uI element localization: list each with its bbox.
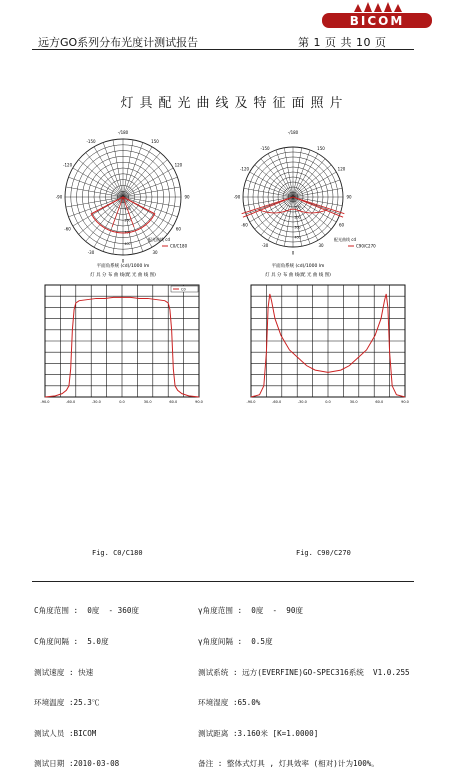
footer-line: 备注 : 整体式灯具 , 灯具效率 (相对)计为100%。 xyxy=(198,759,379,769)
footer-line: 测试人员 :BICOM xyxy=(34,728,97,738)
polar-ring-label: 400 xyxy=(294,235,301,240)
polar-caption-2: 灯 具 分 布 曲 线(配 光 曲 线 图) xyxy=(265,273,331,278)
polar-angle-label: 90 xyxy=(346,194,352,200)
polar-caption-1: 平面角系统 (cd)/1000 lm xyxy=(96,264,150,269)
footer-line: 测试日期 :2010-03-08 xyxy=(34,759,120,769)
polar-legend-series: C0/C180 xyxy=(170,243,188,249)
polar-chart-right xyxy=(233,125,416,280)
logo-text: BICOM xyxy=(349,14,405,28)
x-tick-label: -30.0 xyxy=(297,400,307,404)
polar-ring-label: 300 xyxy=(294,225,301,230)
polar-angle-label: 0 xyxy=(121,258,125,264)
polar-angle-label: 150 xyxy=(317,146,325,152)
polar-ring-label: 100 xyxy=(294,205,301,210)
x-tick-label: 60.0 xyxy=(169,400,178,404)
x-tick-label: 90.0 xyxy=(195,400,203,404)
footer-line: C角度范围 : 0度 - 360度 xyxy=(34,606,139,616)
polar-angle-label: 0 xyxy=(291,250,295,256)
line-chart-right xyxy=(236,280,416,415)
polar-angle-label: 30 xyxy=(318,242,324,248)
polar-legend-scale: 配光曲线 cd xyxy=(148,237,171,242)
x-tick-label: 0.0 xyxy=(325,400,331,404)
polar-ring-label: 300 xyxy=(124,230,131,235)
polar-angle-label: 120 xyxy=(174,162,183,168)
x-tick-label: 90.0 xyxy=(401,400,409,404)
polar-angle-label: -90 xyxy=(55,194,63,200)
x-tick-label: -60.0 xyxy=(272,400,282,404)
polar-chart-left xyxy=(30,125,210,280)
polar-angle-label: 30 xyxy=(152,249,158,255)
polar-angle-label: -90 xyxy=(233,194,241,200)
x-tick-label: -90.0 xyxy=(40,400,50,404)
footer-line: γ角度范围 : 0度 - 90度 xyxy=(198,606,303,616)
polar-angle-label: -120 xyxy=(239,166,250,172)
polar-angle-label: -150 xyxy=(260,146,270,152)
x-tick-label: 30.0 xyxy=(143,400,152,404)
legend-label: C0 xyxy=(181,287,186,292)
footer-left xyxy=(34,586,139,780)
polar-angle-label: -60 xyxy=(64,226,71,232)
polar-angle-label: -30 xyxy=(87,249,95,255)
polar-ring-label: 200 xyxy=(294,215,301,220)
report-title: 远方GO系列分布光度计测试报告 xyxy=(38,36,199,49)
line-chart-left xyxy=(30,280,210,415)
polar-legend-series: C90/C270 xyxy=(356,243,376,249)
polar-caption-1: 平面角系统 (cd)/1000 lm xyxy=(271,264,325,269)
polar-ring-label: 200 xyxy=(124,218,131,223)
footer-line: C角度间隔 : 5.0度 xyxy=(34,637,109,647)
footer-line: γ角度间隔 : 0.5度 xyxy=(198,637,273,647)
x-tick-label: 30.0 xyxy=(349,400,358,404)
polar-angle-label: -30 xyxy=(261,242,269,248)
header-divider xyxy=(32,49,414,50)
footer-divider xyxy=(32,581,414,582)
footer-line: 测试系统 : 远方(EVERFINE)GO-SPEC316系统 V1.0.255 xyxy=(198,667,410,677)
footer-right xyxy=(198,586,410,780)
x-tick-label: 60.0 xyxy=(375,400,384,404)
polar-ring-label: 100 xyxy=(124,207,131,212)
polar-angle-label: 90 xyxy=(184,194,190,200)
section-title: 灯具配光曲线及特征面照片 xyxy=(120,96,349,111)
x-tick-label: -60.0 xyxy=(66,400,76,404)
polar-angle-label: 60 xyxy=(338,222,345,228)
polar-legend-scale: 配光曲线 cd xyxy=(334,237,357,242)
polar-top-label: -/180 xyxy=(287,130,299,135)
x-tick-label: 0.0 xyxy=(119,400,125,404)
page-info: 第 1 页 共 10 页 xyxy=(298,36,387,49)
polar-top-label: -/180 xyxy=(117,130,129,135)
x-tick-label: -90.0 xyxy=(246,400,256,404)
polar-angle-label: 60 xyxy=(175,226,181,232)
figure-caption-left: Fig. C0/C180 xyxy=(92,549,143,557)
polar-angle-label: 120 xyxy=(337,166,346,172)
polar-angle-label: 150 xyxy=(151,139,159,145)
polar-ring-label: 400 xyxy=(124,241,131,246)
polar-angle-label: -120 xyxy=(63,162,73,168)
bicom-logo xyxy=(318,2,436,32)
footer-line: 测试距离 :3.160米 [K=1.0000] xyxy=(198,728,319,738)
polar-angle-label: -60 xyxy=(241,222,248,228)
footer-line: 环境温度 :25.3℃ xyxy=(34,698,100,708)
polar-caption-2: 灯 具 分 布 曲 线(配 光 曲 线 图) xyxy=(90,273,156,278)
figure-caption-right: Fig. C90/C270 xyxy=(296,549,351,557)
footer-line: 测试速度 : 快速 xyxy=(34,667,94,677)
x-tick-label: -30.0 xyxy=(91,400,101,404)
polar-angle-label: -150 xyxy=(86,139,96,145)
footer-line: 环境湿度 :65.0% xyxy=(198,698,261,708)
